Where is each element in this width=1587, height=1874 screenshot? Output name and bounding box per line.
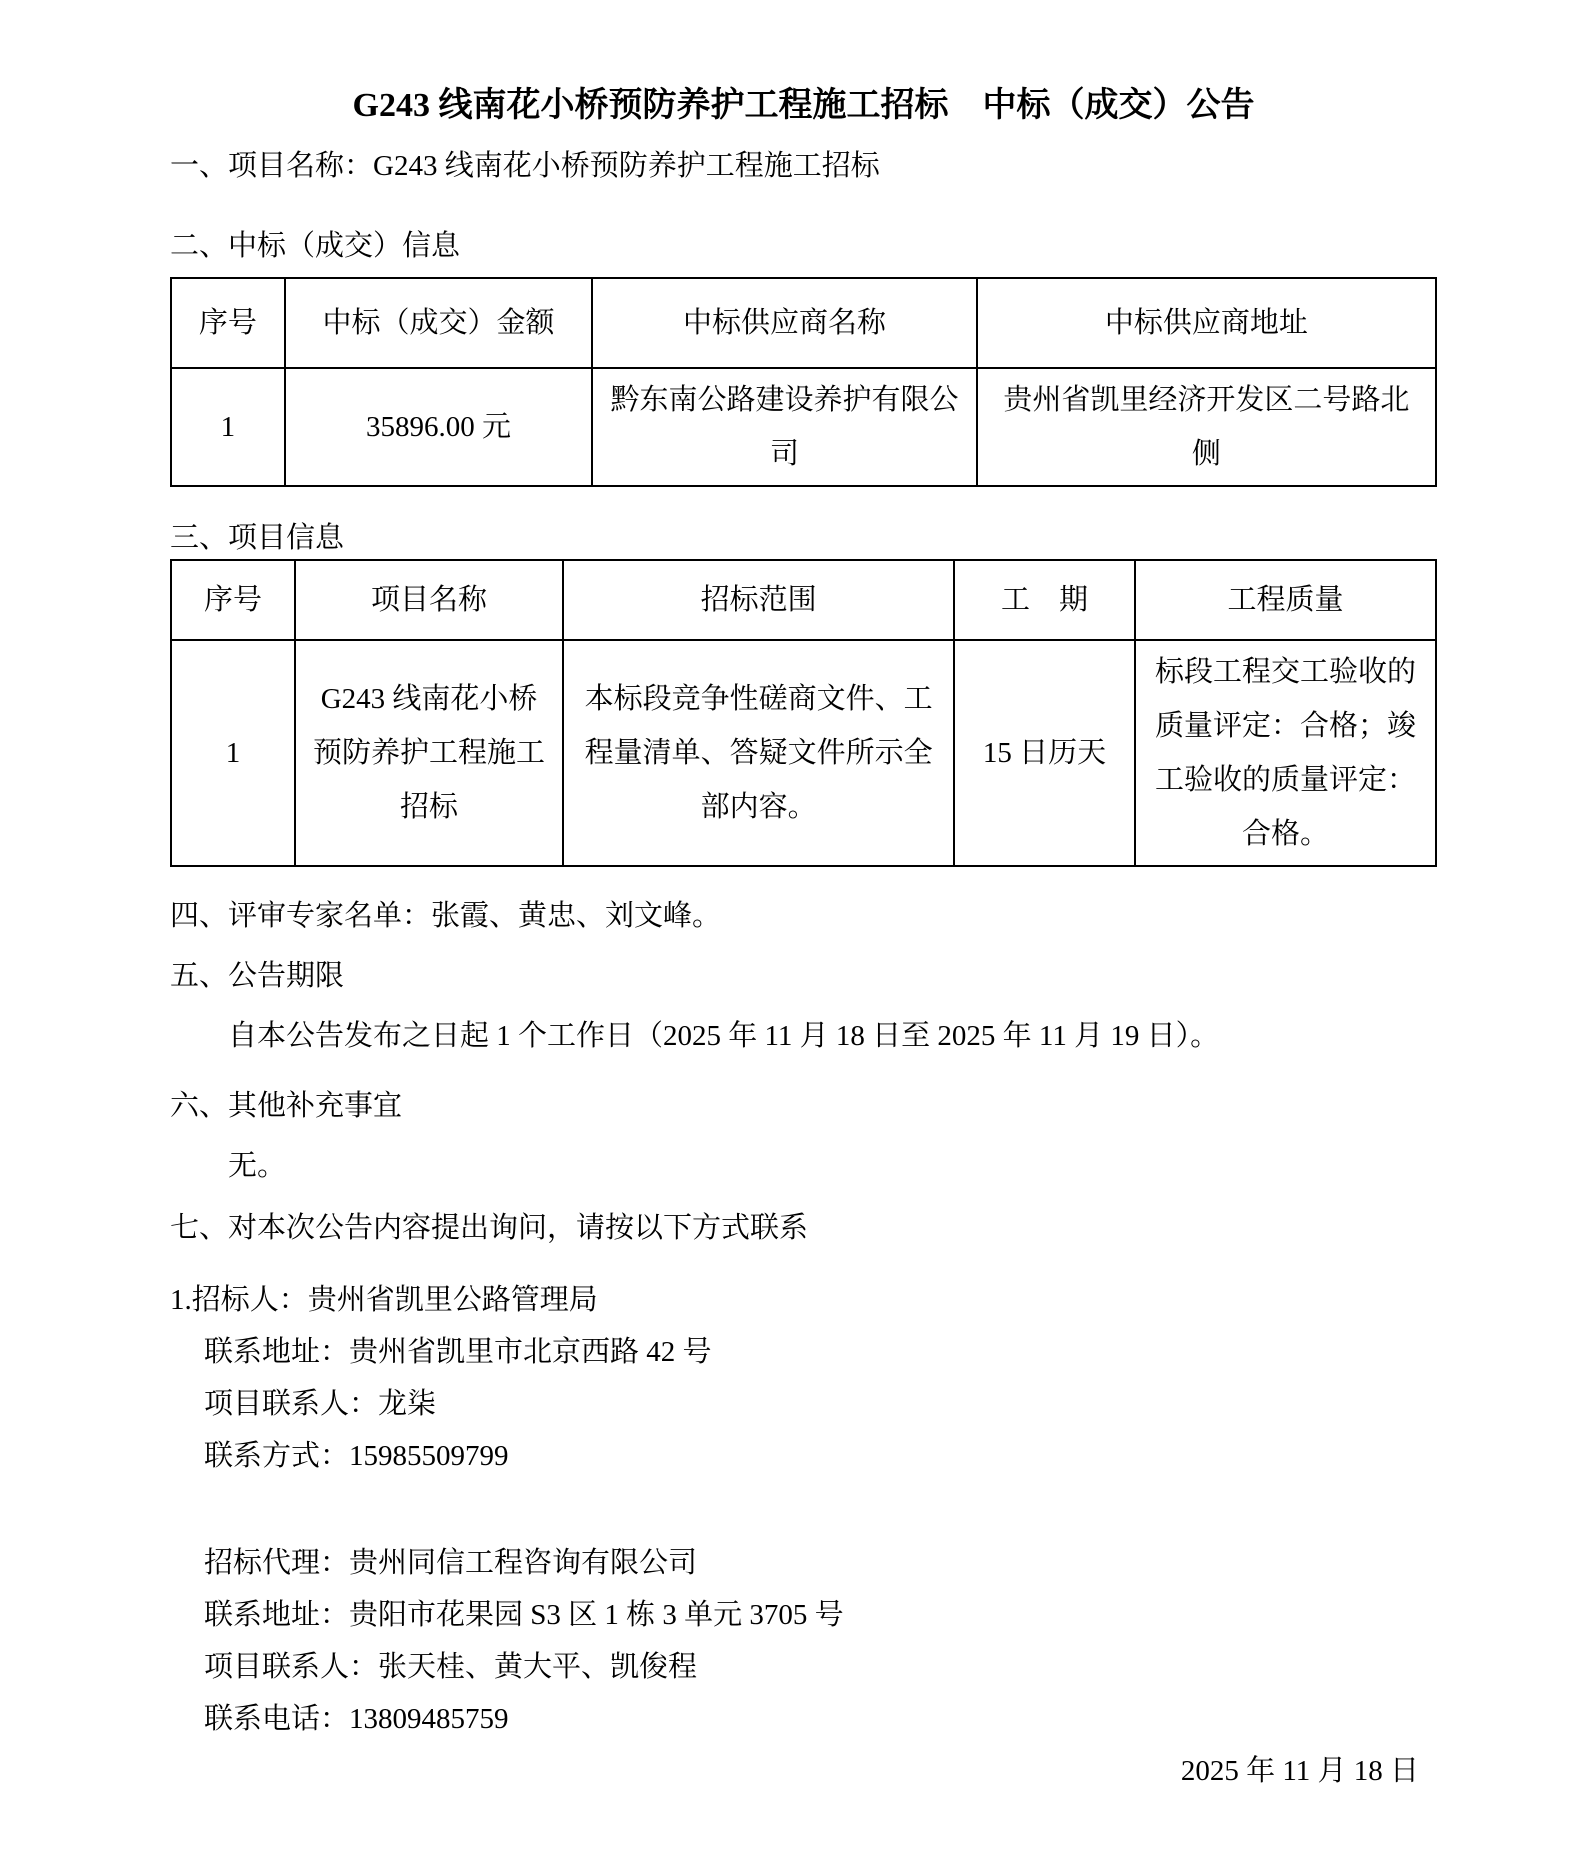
- section-4-heading: 四、评审专家名单：张霞、黄忠、刘文峰。: [170, 900, 722, 932]
- project-th-scope: 招标范围: [563, 560, 954, 640]
- section-7-heading: 七、对本次公告内容提出询问，请按以下方式联系: [170, 1212, 809, 1244]
- agent-contact-block: [170, 1537, 1437, 1745]
- tenderer-contact-person-line: 项目联系人：龙柒: [204, 1388, 437, 1420]
- announcement-date: 2025 年 11 月 18 日: [1180, 1755, 1419, 1787]
- award-cell-supplier-address: 贵州省凯里经济开发区二号路北侧: [977, 368, 1436, 486]
- project-table-row: [171, 640, 1436, 866]
- notice-period-text: 自本公告发布之日起 1 个工作日（2025 年 11 月 18 日至 2025 年 11 月 19 日）。: [228, 1020, 1220, 1052]
- page-title: G243 线南花小桥预防养护工程施工招标 中标（成交）公告: [352, 87, 1255, 124]
- award-cell-supplier-name: 黔东南公路建设养护有限公司: [592, 368, 977, 486]
- project-cell-name: G243 线南花小桥预防养护工程施工招标: [295, 640, 563, 866]
- project-cell-scope: 本标段竞争性磋商文件、工程量清单、答疑文件所示全部内容。: [563, 640, 954, 866]
- award-cell-amount: 35896.00 元: [285, 368, 592, 486]
- project-info-table: [170, 559, 1437, 867]
- supplement-text: 无。: [228, 1150, 287, 1182]
- section-3-heading: 三、项目信息: [170, 522, 345, 554]
- agent-name-line: 招标代理：贵州同信工程咨询有限公司: [204, 1547, 698, 1579]
- section-5-heading: 五、公告期限: [170, 960, 345, 992]
- project-th-quality: 工程质量: [1135, 560, 1436, 640]
- award-th-supplier-name: 中标供应商名称: [592, 278, 977, 368]
- award-th-seq: 序号: [171, 278, 285, 368]
- section-2-heading: 二、中标（成交）信息: [170, 230, 461, 262]
- award-th-amount: 中标（成交）金额: [285, 278, 592, 368]
- award-table-header-row: [171, 278, 1436, 368]
- agent-address-line: 联系地址：贵阳市花果园 S3 区 1 栋 3 单元 3705 号: [204, 1599, 844, 1631]
- agent-contact-person-line: 项目联系人：张天桂、黄大平、凯俊程: [204, 1651, 698, 1683]
- tenderer-name-line: 1.招标人：贵州省凯里公路管理局: [170, 1284, 598, 1316]
- tenderer-phone-line: 联系方式：15985509799: [204, 1440, 509, 1472]
- section-6-heading: 六、其他补充事宜: [170, 1090, 403, 1122]
- project-table-header-row: [171, 560, 1436, 640]
- project-cell-seq: 1: [171, 640, 295, 866]
- project-th-duration: 工 期: [954, 560, 1135, 640]
- agent-phone-line: 联系电话：13809485759: [204, 1703, 509, 1735]
- tenderer-contact-block: [170, 1274, 1437, 1482]
- project-th-name: 项目名称: [295, 560, 563, 640]
- award-cell-seq: 1: [171, 368, 285, 486]
- project-cell-duration: 15 日历天: [954, 640, 1135, 866]
- tenderer-address-line: 联系地址：贵州省凯里市北京西路 42 号: [204, 1336, 712, 1368]
- project-th-seq: 序号: [171, 560, 295, 640]
- project-cell-quality: 标段工程交工验收的质量评定：合格；竣工验收的质量评定：合格。: [1135, 640, 1436, 866]
- award-th-supplier-address: 中标供应商地址: [977, 278, 1436, 368]
- award-table-row: [171, 368, 1436, 486]
- section-1-heading: 一、项目名称：G243 线南花小桥预防养护工程施工招标: [170, 150, 880, 182]
- award-info-table: [170, 277, 1437, 487]
